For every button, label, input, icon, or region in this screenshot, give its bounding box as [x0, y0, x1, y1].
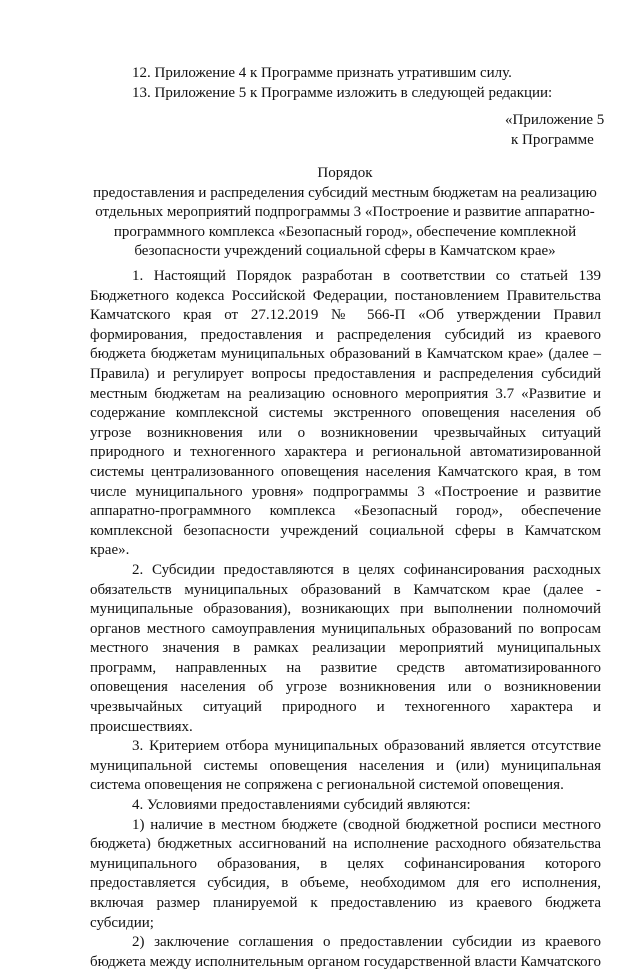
- paragraph-2: 2. Субсидии предоставляются в целях софинансирования расходных обязательств муниципальных образований в Камчатском крае (далее - муниципальные образования), возникающих при выполнении полномочий органов местного самоуправления муниципальных образований по вопросам местного значения в рамках реализации мероприятий муниципальных программ, направленных на развитие средств автоматизированного оповещения населения об угрозе возникновения или о возникновении чрезвычайных ситуаций природного и техногенного характера и происшествиях.: [90, 561, 601, 735]
- heading-line: отдельных мероприятий подпрограммы 3 «Построение и развитие аппаратно-: [95, 204, 595, 220]
- heading-line: безопасности учреждений социальной сферы в Камчатском крае»: [134, 243, 556, 259]
- appendix-line-2: к Программе: [511, 131, 594, 148]
- appendix-label: [505, 111, 604, 150]
- paragraph-4: 4. Условиями предоставлениями субсидий являются:: [132, 797, 471, 814]
- heading-line: предоставления и распределения субсидий местным бюджетам на реализацию: [93, 184, 597, 201]
- list-item-13: 13. Приложение 5 к Программе изложить в следующей редакции:: [132, 85, 553, 101]
- heading-line: программного комплекса «Безопасный город», обеспечение комплекной: [113, 223, 577, 240]
- list-item-12: 12. Приложение 4 к Программе признать утратившим силу.: [132, 65, 512, 81]
- paragraph-3: 3. Критерием отбора муниципальных образований является отсутствие муниципальной системы оповещения населения и (или) муниципальная система оповещения не сопряжена с региональной системой оповещения.: [90, 738, 601, 794]
- heading-title: Порядок: [317, 165, 373, 181]
- appendix-line-1: «Приложение 5: [505, 112, 605, 128]
- paragraph-4-1: 1) наличие в местном бюджете (сводной бюджетной росписи местного бюджета) бюджетных ассигнований на исполнение расходного обязательства муниципального образования, в целях софинансирования которого предоставляется субсидия, в объеме, необходимом для его исполнения, включая размер планируемой к предоставлению из краевого бюджета субсидии;: [90, 816, 601, 931]
- document-body: [90, 267, 601, 972]
- paragraph-1: 1. Настоящий Порядок разработан в соответствии со статьей 139 Бюджетного кодекса Российской Федерации, постановлением Правительства Камчатского края от 27.12.2019 № 566-П «Об утверждении Правил формирования, предоставления и распределения субсидий из краевого бюджета бюджетам муниципальных образований в Камчатском крае» (далее – Правила) и регулирует вопросы предоставления и распределения субсидий местным бюджетам на реализацию основного мероприятия 3.7 «Развитие и содержание комплексной системы экстренного оповещения населения об угрозе возникновения или о возникновении чрезвычайных ситуаций природного и техногенного характера и региональной автоматизированной системы централизованного оповещения населения Камчатского края, в том числе муниципального уровня» подпрограммы 3 «Построение и развитие аппаратно-программного комплекса «Безопасный город», обеспечение комплексной безопасности учреждений социальной сферы в Камчатском крае».: [90, 268, 601, 559]
- paragraph-4-2: 2) заключение соглашения о предоставлении субсидии из краевого бюджета между исполнительным органом государственной власти Камчатского: [90, 934, 601, 970]
- document-heading: [90, 164, 600, 262]
